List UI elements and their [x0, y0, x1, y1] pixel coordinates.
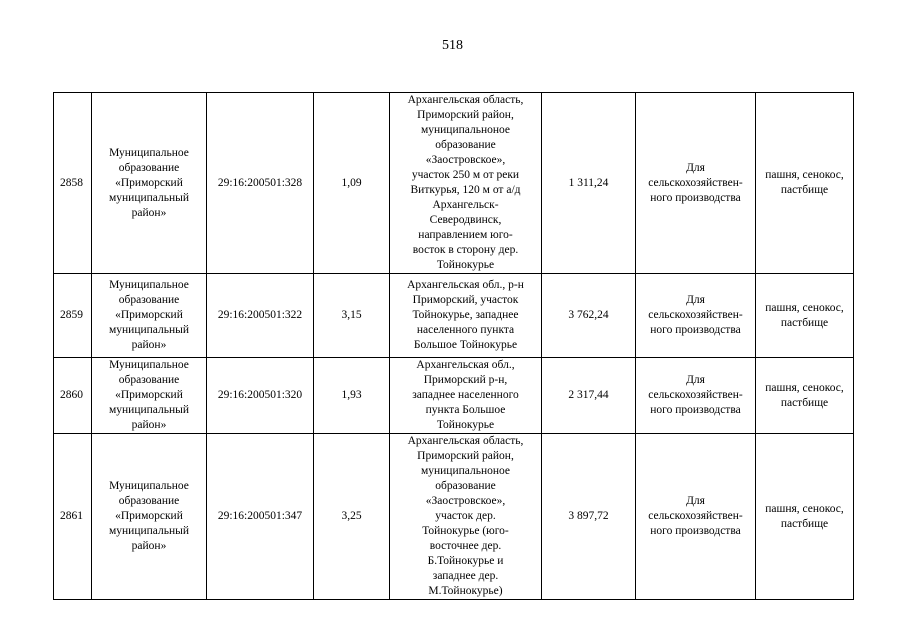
row-number: 2860 — [54, 358, 92, 434]
owner-text: Муниципальное образование «Приморский муниципальный район» — [108, 480, 190, 552]
row-number: 2861 — [54, 434, 92, 600]
table-row — [54, 358, 854, 434]
land-use-cell — [756, 274, 854, 358]
value-cell: 2 317,44 — [542, 358, 636, 434]
owner-cell — [92, 93, 207, 274]
table-row — [54, 274, 854, 358]
area-cell: 1,93 — [314, 358, 390, 434]
location-cell — [390, 93, 542, 274]
location-text: Архангельская обл., р-н Приморский, участок Тойнокурье, западнее населенного пункта Большое Тойнокурье — [407, 279, 524, 351]
purpose-text: Для сельскохозяйствен- ного производства — [648, 495, 743, 537]
land-use-cell — [756, 434, 854, 600]
location-text: Архангельская обл., Приморский р-н, западнее населенного пункта Большое Тойнокурье — [412, 359, 519, 431]
owner-text: Муниципальное образование «Приморский муниципальный район» — [108, 146, 190, 219]
location-text: Архангельская область, Приморский район, муниципальноное образование «Заостровское», участок 250 м от реки Виткурья, 120 м от а/д Архангельск- Северодвинск, направлением юго- восток в сторону дер. Тойнокурье — [407, 94, 524, 271]
table-row — [54, 93, 854, 274]
owner-cell — [92, 358, 207, 434]
cadastral-number-cell: 29:16:200501:320 — [207, 358, 314, 434]
land-use-text: пашня, сенокос, пастбище — [765, 301, 844, 329]
value-cell: 1 311,24 — [542, 93, 636, 274]
area-cell: 3,25 — [314, 434, 390, 600]
land-use-cell — [756, 358, 854, 434]
purpose-cell — [636, 434, 756, 600]
row-number: 2859 — [54, 274, 92, 358]
purpose-text: Для сельскохозяйствен- ного производства — [648, 161, 743, 204]
land-use-text: пашня, сенокос, пастбище — [765, 502, 844, 530]
location-cell — [390, 274, 542, 358]
owner-cell — [92, 274, 207, 358]
location-cell — [390, 434, 542, 600]
location-text: Архангельская область, Приморский район, муниципальноное образование «Заостровское», участок дер. Тойнокурье (юго- восточнее дер. Б.Тойнокурье и западнее дер. М.Тойнокурье) — [407, 435, 524, 597]
land-use-cell — [756, 93, 854, 274]
page-number: 518 — [442, 38, 463, 53]
value-cell: 3 762,24 — [542, 274, 636, 358]
cadastral-number-cell: 29:16:200501:347 — [207, 434, 314, 600]
location-cell — [390, 358, 542, 434]
land-use-text: пашня, сенокос, пастбище — [765, 381, 844, 409]
cadastral-number-cell: 29:16:200501:322 — [207, 274, 314, 358]
purpose-text: Для сельскохозяйствен- ного производства — [648, 294, 743, 336]
cadastral-number-cell: 29:16:200501:328 — [207, 93, 314, 274]
purpose-text: Для сельскохозяйствен- ного производства — [648, 374, 743, 416]
purpose-cell — [636, 274, 756, 358]
area-cell: 1,09 — [314, 93, 390, 274]
land-use-text: пашня, сенокос, пастбище — [765, 169, 844, 196]
purpose-cell — [636, 93, 756, 274]
row-number: 2858 — [54, 93, 92, 274]
land-registry-table — [53, 92, 854, 600]
owner-text: Муниципальное образование «Приморский муниципальный район» — [108, 279, 190, 351]
owner-text: Муниципальное образование «Приморский муниципальный район» — [108, 359, 190, 431]
owner-cell — [92, 434, 207, 600]
value-cell: 3 897,72 — [542, 434, 636, 600]
purpose-cell — [636, 358, 756, 434]
area-cell: 3,15 — [314, 274, 390, 358]
table-row — [54, 434, 854, 600]
